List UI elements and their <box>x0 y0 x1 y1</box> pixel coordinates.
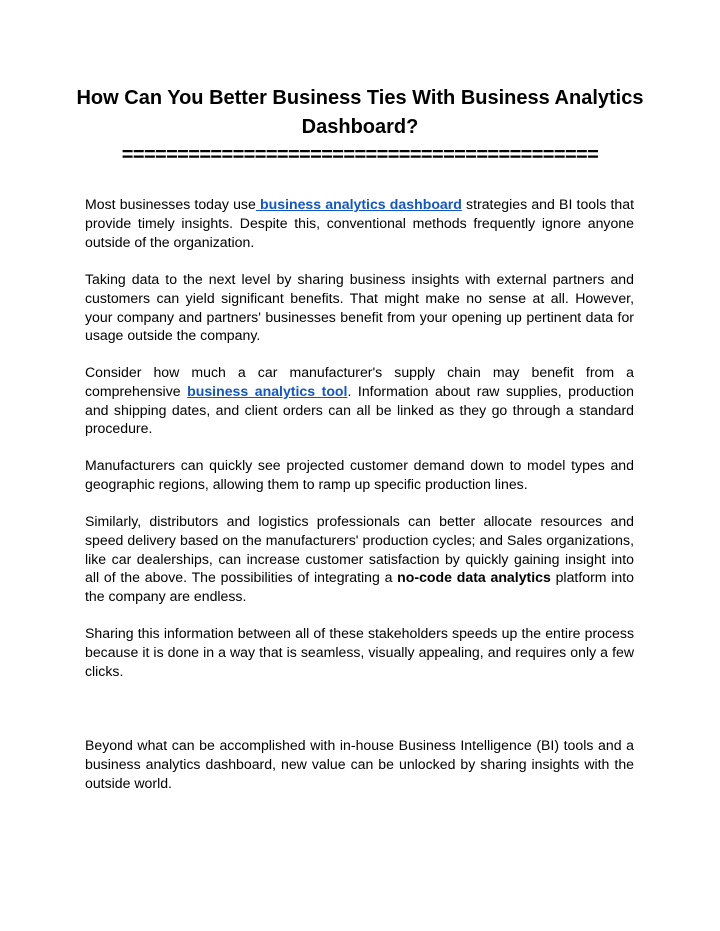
paragraph-beyond: Beyond what can be accomplished with in-house Business Intelligence (BI) tools and a business analytics dashboard, new value can be unlocked by sharing insights with the outside world. <box>85 737 634 791</box>
business-analytics-dashboard-link[interactable]: business analytics dashboard <box>255 196 462 212</box>
paragraph-text: platform into the company are endless. <box>85 569 634 605</box>
paragraph-text: Similarly, distributors and logistics professionals can better allocate resources and speed delivery based on the manufacturers' production cycles; and Sales organizations, like car dealerships, can increase customer satisfaction by quickly gaining insight into all of the above. The possibilities of integrating a <box>85 513 634 586</box>
paragraph-text: strategies and BI tools that provide timely insights. Despite this, conventional methods frequently ignore anyone outside of the organization. <box>85 196 635 250</box>
paragraph-sharing-data: Taking data to the next level by sharing business insights with external partners and customers can yield significant benefits. That might make no sense at all. However, your company and partners' businesses benefit from your opening up pertinent data for usage outside the company. <box>85 271 634 344</box>
paragraph-text: . Information about raw supplies, production and shipping dates, and client orders can all be linked as they go through a standard procedure. <box>85 382 634 437</box>
paragraph-manufacturers: Manufacturers can quickly see projected customer demand down to model types and geographic regions, allowing them to ramp up specific production lines. <box>85 457 634 492</box>
paragraph-stakeholders: Sharing this information between all of these stakeholders speeds up the entire process because it is done in a way that is seamless, visually appealing, and requires only a few clicks. <box>85 625 634 679</box>
page-title: How Can You Better Business Ties With Business Analytics Dashboard? <box>76 87 644 138</box>
title-separator: =========================================== <box>121 144 599 166</box>
no-code-data-analytics-emphasis: no-code data analytics <box>397 569 551 586</box>
paragraph-intro <box>85 195 634 251</box>
business-analytics-tool-link[interactable]: business analytics tool <box>187 382 348 399</box>
paragraph-supply-chain <box>85 363 634 438</box>
paragraph-text: Most businesses today use <box>85 196 256 212</box>
paragraph-distributors <box>85 512 634 606</box>
paragraph-text: Consider how much a car manufacturer's supply chain may benefit from a comprehensive <box>85 364 634 399</box>
